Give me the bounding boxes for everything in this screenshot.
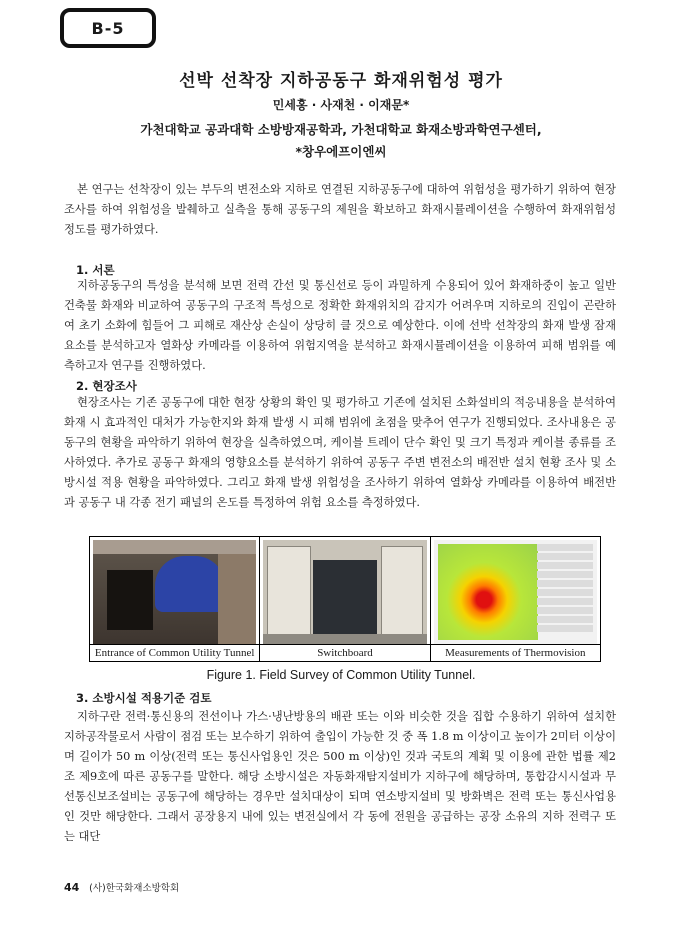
figure-panel-caption: Entrance of Common Utility Tunnel: [90, 644, 259, 661]
section-1-body: 지하공동구의 특성을 분석해 보면 전력 간선 및 통신선로 등이 과밀하게 수용되어 있어 화재하중이 높고 일반 건축물 화재와 비교하여 공동구의 구조적 특성으로 정확한 화재위치의 감지가 어려우며 지하로의 진입이 곤란하여 초기 소화에 힘들어 그 피해로 재산상 손실이 상당히 클 것으로 예상한다. 이에 선박 선착장의 화재 발생 잠재요소를 분석하고자 열화상 카메라를 이용하여 위험지역을 분석하고 화재시뮬레이션을 이용하여 피해 범위를 예측하고자 연구를 진행하였다.: [64, 279, 616, 372]
figure-panel-tunnel: [90, 537, 259, 661]
section-2-heading: 2. 현장조사: [76, 379, 137, 393]
figure-caption: Figure 1. Field Survey of Common Utility Tunnel.: [206, 668, 476, 682]
paper-title: 선박 선착장 지하공동구 화재위험성 평가: [179, 71, 503, 91]
abstract: 본 연구는 선착장이 있는 부두의 변전소와 지하로 연결된 지하공동구에 대하여 위험성을 평가하기 위하여 현장조사를 하여 위험성을 발췌하고 실측을 통해 공동구의 제원을 확보하고 화재시뮬레이션을 수행하여 화재위험성 정도를 평가하였다.: [64, 183, 616, 236]
figure-panel-caption: Switchboard: [260, 644, 429, 661]
page-footer: [64, 880, 179, 894]
figure-1: [89, 536, 601, 662]
section-1-heading: 1. 서론: [76, 263, 115, 277]
section-2-body: 현장조사는 기존 공동구에 대한 현장 상황의 확인 및 평가하고 기존에 설치된 소화설비의 적응내용을 분석하여 화재 시 효과적인 대처가 가능한지와 화재 발생 시 피해 범위에 초점을 맞추어 연구가 진행되었다. 조사내용은 공동구의 현황을 파악하기 위하여 현장을 실측하였으며, 케이블 트레이 단수 확인 및 크기 특정과 케이블 종류를 조사하였다. 추가로 공동구 화재의 영향요소를 분석하기 위하여 공동구 주변 변전소의 배전반 설치 현황 조사 및 소방시설 적용 현황을 파악하였다. 그리고 화재 발생 위험성을 조사하기 위하여 열화상 카메라를 이용하여 배전반과 공동구 내 각종 전기 패널의 온도를 특정하여 위험 요소를 측정하였다.: [64, 396, 616, 509]
affiliation-line-1: 가천대학교 공과대학 소방방재공학과, 가천대학교 화재소방과학연구센터,: [140, 122, 542, 137]
section-badge: B-5: [60, 8, 156, 48]
publisher-name: (사)한국화재소방학회: [89, 883, 180, 894]
figure-panel-thermovision: [430, 537, 600, 661]
switchboard-photo: [263, 540, 426, 644]
page-number: 44: [64, 881, 80, 894]
tunnel-entrance-photo: [93, 540, 256, 644]
figure-panel-switchboard: [259, 537, 429, 661]
section-3-body: 지하구란 전력·통신용의 전선이나 가스·냉난방용의 배관 또는 이와 비슷한 것을 집합 수용하기 위하여 설치한 지하공작물로서 사람이 점검 또는 보수하기 위하여 출입이 가능한 것 중 폭 1.8 m 이상이고 높이가 2미터 이상이며 길이가 50 m 이상(전력 또는 통신사업용인 것은 500 m 이상)인 것과 국토의 계획 및 이용에 관한 법률 제2조 제9호에 따른 공동구를 말한다. 해당 소방시설은 자동화재탐지설비가 지하구에 해당하며, 통합감시시설과 무선통신보조설비는 공동구에 해당하는 경우만 설치대상이 되며 연소방지설비 및 방화벽은 전력 또는 통신사업용인 것만 해당한다. 그래서 공장용지 내에 있는 변전실에서 각 동에 전원을 공급하는 공장 소유의 지하 전력구 또는 대단: [64, 710, 616, 843]
paper-authors: 민세홍 · 사재천 · 이재문*: [272, 98, 410, 112]
section-3-heading: 3. 소방시설 적용기준 검토: [76, 691, 212, 705]
thermovision-photo: [434, 540, 597, 644]
figure-panel-caption: Measurements of Thermovision: [431, 644, 600, 661]
affiliation-line-2: *창우에프이엔씨: [295, 144, 387, 159]
